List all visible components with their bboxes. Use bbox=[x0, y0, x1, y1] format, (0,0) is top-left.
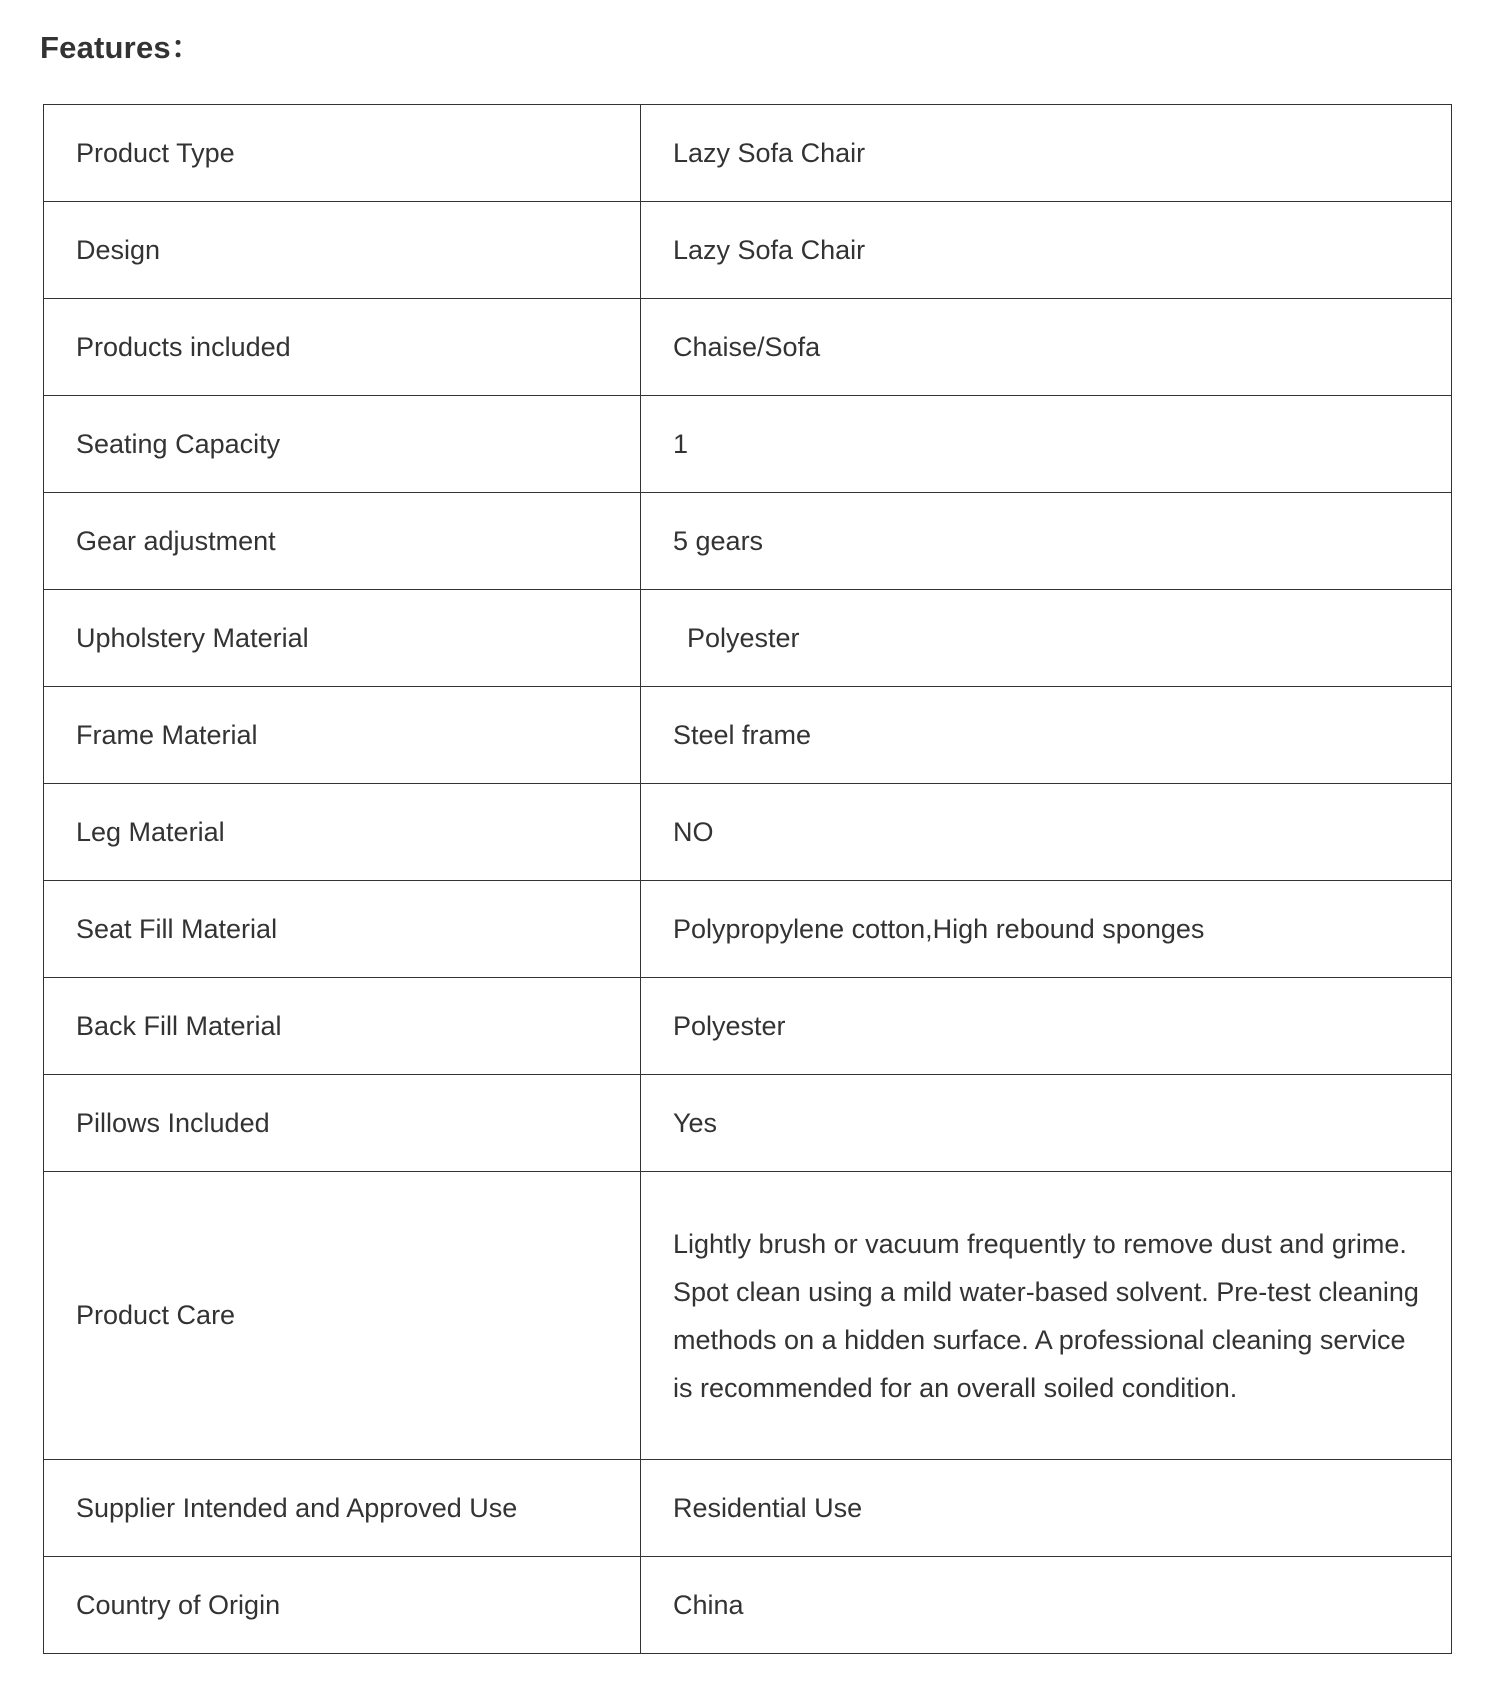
page-title: Features： bbox=[40, 30, 203, 65]
row-label: Country of Origin bbox=[44, 1557, 641, 1654]
row-value: Polyester bbox=[641, 978, 1452, 1075]
row-label: Back Fill Material bbox=[44, 978, 641, 1075]
table-row bbox=[44, 687, 1452, 784]
row-label: Frame Material bbox=[44, 687, 641, 784]
row-value: Polypropylene cotton,High rebound sponges bbox=[641, 881, 1452, 978]
row-label: Supplier Intended and Approved Use bbox=[44, 1460, 641, 1557]
row-label: Product Type bbox=[44, 105, 641, 202]
table-row bbox=[44, 1460, 1452, 1557]
row-label: Pillows Included bbox=[44, 1075, 641, 1172]
table-row bbox=[44, 299, 1452, 396]
row-label: Leg Material bbox=[44, 784, 641, 881]
table-row bbox=[44, 202, 1452, 299]
table-row bbox=[44, 784, 1452, 881]
table-row bbox=[44, 1557, 1452, 1654]
row-value: NO bbox=[641, 784, 1452, 881]
row-label: Product Care bbox=[44, 1172, 641, 1460]
row-value: Polyester bbox=[641, 590, 1452, 687]
row-label: Products included bbox=[44, 299, 641, 396]
row-value: Lazy Sofa Chair bbox=[641, 105, 1452, 202]
table-row bbox=[44, 881, 1452, 978]
table-row bbox=[44, 396, 1452, 493]
table-row bbox=[44, 590, 1452, 687]
row-value: 5 gears bbox=[641, 493, 1452, 590]
features-table bbox=[43, 104, 1452, 1654]
row-label: Gear adjustment bbox=[44, 493, 641, 590]
table-row bbox=[44, 1172, 1452, 1460]
row-label: Design bbox=[44, 202, 641, 299]
row-value: Residential Use bbox=[641, 1460, 1452, 1557]
row-value: Lightly brush or vacuum frequently to remove dust and grime. Spot clean using a mild water-based solvent. Pre-test cleaning methods on a hidden surface. A professional cleaning service is recommended for an overall soiled condition. bbox=[641, 1172, 1452, 1460]
row-value: 1 bbox=[641, 396, 1452, 493]
row-value: Lazy Sofa Chair bbox=[641, 202, 1452, 299]
table-row bbox=[44, 105, 1452, 202]
row-label: Seating Capacity bbox=[44, 396, 641, 493]
row-value: Yes bbox=[641, 1075, 1452, 1172]
row-value: Chaise/Sofa bbox=[641, 299, 1452, 396]
table-row bbox=[44, 1075, 1452, 1172]
row-value: China bbox=[641, 1557, 1452, 1654]
table-row bbox=[44, 978, 1452, 1075]
table-row bbox=[44, 493, 1452, 590]
row-value: Steel frame bbox=[641, 687, 1452, 784]
row-label: Seat Fill Material bbox=[44, 881, 641, 978]
row-label: Upholstery Material bbox=[44, 590, 641, 687]
